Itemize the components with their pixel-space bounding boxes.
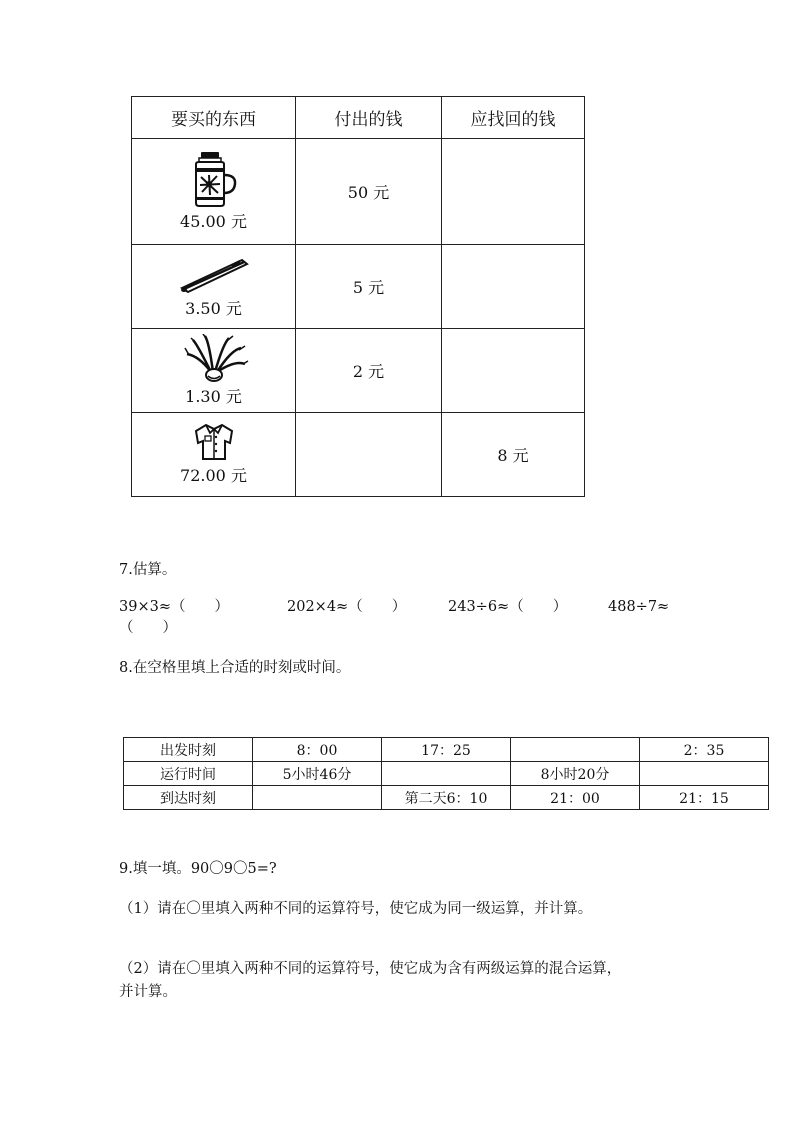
change-cell: 8 元 (442, 413, 585, 497)
table-row (132, 245, 585, 329)
q7-item-3: 243÷6≈（ ） (448, 599, 568, 615)
q9-title: 9.填一填。90〇9〇5=? (119, 861, 277, 877)
table-row (132, 329, 585, 413)
change-cell (442, 245, 585, 329)
q9-part-1: （1）请在〇里填入两种不同的运算符号，使它成为同一级运算，并计算。 (119, 901, 593, 917)
table-header-row (132, 97, 585, 139)
item-price: 72.00 元 (180, 466, 247, 485)
item-cell (132, 329, 296, 413)
table-row (132, 413, 585, 497)
paid-cell: 5 元 (296, 245, 442, 329)
table-cell: 5小时46分 (253, 762, 382, 786)
item-price: 3.50 元 (185, 299, 242, 318)
header-paid: 付出的钱 (296, 97, 442, 139)
table-row (124, 762, 769, 786)
paid-cell: 50 元 (296, 139, 442, 245)
q7-item-1: 39×3≈（ ） (119, 599, 229, 615)
table-row (124, 738, 769, 762)
table-cell: 8小时20分 (511, 762, 640, 786)
table-cell: 21：15 (640, 786, 769, 810)
paid-cell: 2 元 (296, 329, 442, 413)
table-cell: 21：00 (511, 786, 640, 810)
item-cell (132, 413, 296, 497)
item-cell (132, 245, 296, 329)
q7-item-2: 202×4≈（ ） (287, 599, 407, 615)
q7-item-4-blank: （ ） (119, 620, 177, 636)
table-cell: 2：35 (640, 738, 769, 762)
table-row (124, 786, 769, 810)
table-row (132, 139, 585, 245)
thermos-bottle-icon (189, 151, 239, 207)
paid-cell (296, 413, 442, 497)
row-label: 运行时间 (124, 762, 253, 786)
table-cell: 第二天6：10 (382, 786, 511, 810)
pen-icon (174, 254, 254, 294)
table-cell: 8：00 (253, 738, 382, 762)
item-price: 45.00 元 (180, 212, 247, 231)
item-cell (132, 139, 296, 245)
header-change: 应找回的钱 (442, 97, 585, 139)
table-cell (640, 762, 769, 786)
shuttlecock-toy-icon (179, 334, 249, 382)
item-price: 1.30 元 (185, 387, 242, 406)
change-cell (442, 329, 585, 413)
q7-title: 7.估算。 (119, 562, 177, 578)
time-table (123, 737, 769, 810)
shirt-icon (194, 423, 234, 461)
table-cell: 17：25 (382, 738, 511, 762)
row-label: 出发时刻 (124, 738, 253, 762)
q9-part-2-line-1: （2）请在〇里填入两种不同的运算符号，使它成为含有两级运算的混合运算， (119, 961, 622, 977)
table-cell (253, 786, 382, 810)
shopping-change-table (131, 96, 585, 497)
change-cell (442, 139, 585, 245)
q8-title: 8.在空格里填上合适的时刻或时间。 (119, 660, 351, 676)
q7-item-4: 488÷7≈ (608, 599, 670, 615)
header-item: 要买的东西 (132, 97, 296, 139)
q9-part-2-line-2: 并计算。 (119, 984, 177, 1000)
table-cell (511, 738, 640, 762)
table-cell (382, 762, 511, 786)
row-label: 到达时刻 (124, 786, 253, 810)
